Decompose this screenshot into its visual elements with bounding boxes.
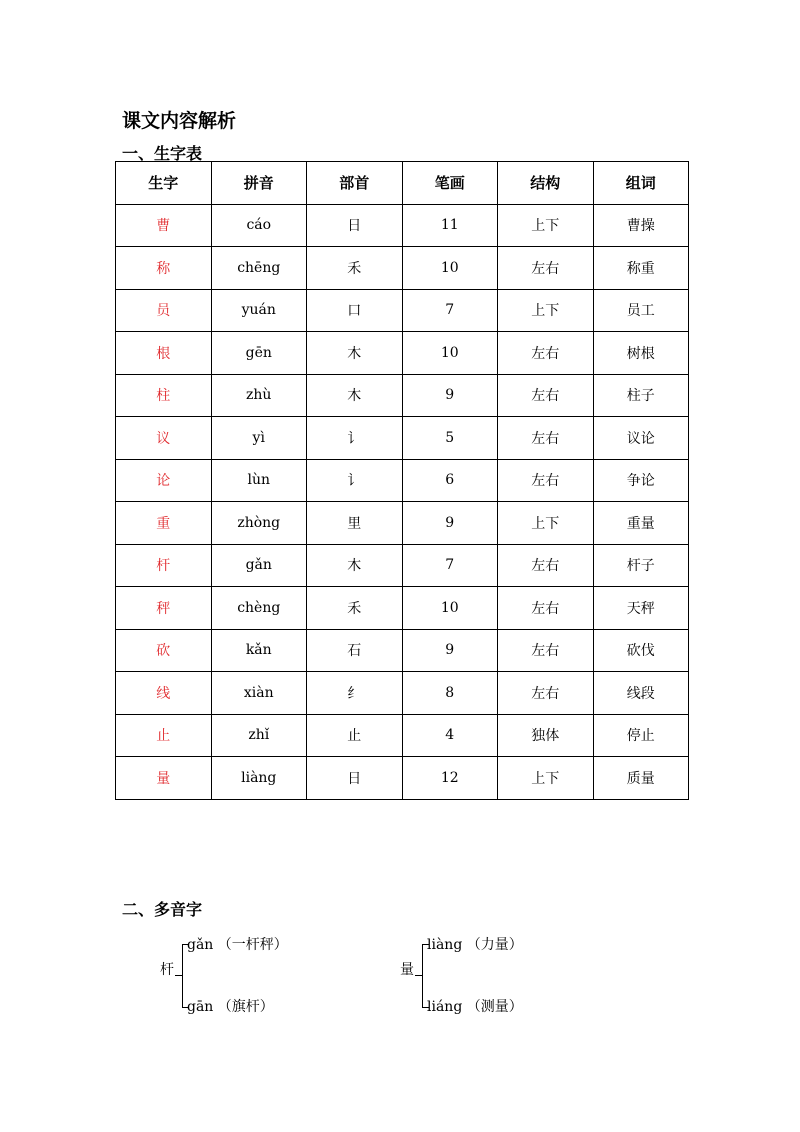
char-cell: 秤 [116,587,212,630]
strokes-cell: 7 [402,544,498,587]
char-cell: 线 [116,672,212,715]
section-heading-polyphones: 二、多音字 [122,900,203,919]
table-row [116,289,689,332]
word-cell: 杆子 [593,544,689,587]
pinyin-cell: liàng [211,757,307,800]
structure-cell: 左右 [498,417,594,460]
structure-cell: 上下 [498,502,594,545]
pinyin-cell: chēng [211,247,307,290]
structure-cell: 上下 [498,757,594,800]
polyphone-char: 量 [400,962,414,978]
strokes-cell: 10 [402,332,498,375]
table-header-row [116,162,689,205]
pinyin-cell: gēn [211,332,307,375]
pinyin-cell: zhǐ [211,714,307,757]
strokes-cell: 12 [402,757,498,800]
word-cell: 天秤 [593,587,689,630]
structure-cell: 上下 [498,289,594,332]
pinyin-cell: yuán [211,289,307,332]
radical-cell: 纟 [307,672,403,715]
char-cell: 量 [116,757,212,800]
char-cell: 杆 [116,544,212,587]
radical-cell: 里 [307,502,403,545]
table-row [116,629,689,672]
word-cell: 争论 [593,459,689,502]
char-cell: 员 [116,289,212,332]
radical-cell: 讠 [307,459,403,502]
polyphone-group [160,934,420,1014]
word-cell: 线段 [593,672,689,715]
char-cell: 止 [116,714,212,757]
table-row [116,332,689,375]
vocab-table [115,161,689,800]
word-cell: 议论 [593,417,689,460]
radical-cell: 木 [307,374,403,417]
table-row [116,544,689,587]
table-row [116,459,689,502]
column-header: 组词 [593,162,689,205]
structure-cell: 独体 [498,714,594,757]
char-cell: 曹 [116,204,212,247]
table-row [116,714,689,757]
table-row [116,502,689,545]
radical-cell: 禾 [307,587,403,630]
pinyin-cell: zhù [211,374,307,417]
structure-cell: 左右 [498,672,594,715]
word-cell: 树根 [593,332,689,375]
radical-cell: 石 [307,629,403,672]
table-row [116,672,689,715]
radical-cell: 木 [307,332,403,375]
word-cell: 柱子 [593,374,689,417]
strokes-cell: 10 [402,247,498,290]
strokes-cell: 5 [402,417,498,460]
strokes-cell: 9 [402,629,498,672]
column-header: 生字 [116,162,212,205]
pinyin-cell: zhòng [211,502,307,545]
table-row [116,587,689,630]
pinyin-cell: cáo [211,204,307,247]
structure-cell: 左右 [498,374,594,417]
word-cell: 曹操 [593,204,689,247]
strokes-cell: 11 [402,204,498,247]
word-cell: 员工 [593,289,689,332]
word-cell: 重量 [593,502,689,545]
char-cell: 重 [116,502,212,545]
structure-cell: 左右 [498,332,594,375]
polyphone-char: 杆 [160,962,174,978]
radical-cell: 止 [307,714,403,757]
strokes-cell: 4 [402,714,498,757]
word-cell: 停止 [593,714,689,757]
strokes-cell: 9 [402,502,498,545]
structure-cell: 左右 [498,629,594,672]
column-header: 部首 [307,162,403,205]
bracket-stem [175,975,182,976]
reading-1: gǎn （一杆秤） [187,937,288,953]
polyphone-group [400,934,660,1014]
word-cell: 砍伐 [593,629,689,672]
reading-2: liáng （测量） [427,999,523,1015]
radical-cell: 口 [307,289,403,332]
page-title: 课文内容解析 [122,110,237,132]
char-cell: 柱 [116,374,212,417]
table-row [116,247,689,290]
structure-cell: 左右 [498,587,594,630]
structure-cell: 左右 [498,544,594,587]
strokes-cell: 8 [402,672,498,715]
radical-cell: 木 [307,544,403,587]
strokes-cell: 9 [402,374,498,417]
char-cell: 论 [116,459,212,502]
reading-1: liàng （力量） [427,937,523,953]
structure-cell: 左右 [498,459,594,502]
pinyin-cell: yì [211,417,307,460]
strokes-cell: 7 [402,289,498,332]
structure-cell: 左右 [498,247,594,290]
pinyin-cell: chèng [211,587,307,630]
radical-cell: 禾 [307,247,403,290]
reading-2: gān （旗杆） [187,999,274,1015]
word-cell: 质量 [593,757,689,800]
table-row [116,757,689,800]
bracket-stem [415,975,422,976]
structure-cell: 上下 [498,204,594,247]
word-cell: 称重 [593,247,689,290]
column-header: 结构 [498,162,594,205]
pinyin-cell: kǎn [211,629,307,672]
radical-cell: 日 [307,757,403,800]
strokes-cell: 6 [402,459,498,502]
column-header: 拼音 [211,162,307,205]
table-row [116,417,689,460]
column-header: 笔画 [402,162,498,205]
char-cell: 根 [116,332,212,375]
radical-cell: 日 [307,204,403,247]
strokes-cell: 10 [402,587,498,630]
radical-cell: 讠 [307,417,403,460]
pinyin-cell: xiàn [211,672,307,715]
char-cell: 称 [116,247,212,290]
pinyin-cell: gǎn [211,544,307,587]
table-row [116,204,689,247]
char-cell: 议 [116,417,212,460]
pinyin-cell: lùn [211,459,307,502]
table-row [116,374,689,417]
char-cell: 砍 [116,629,212,672]
section-heading-vocab: 一、生字表 [122,144,203,163]
